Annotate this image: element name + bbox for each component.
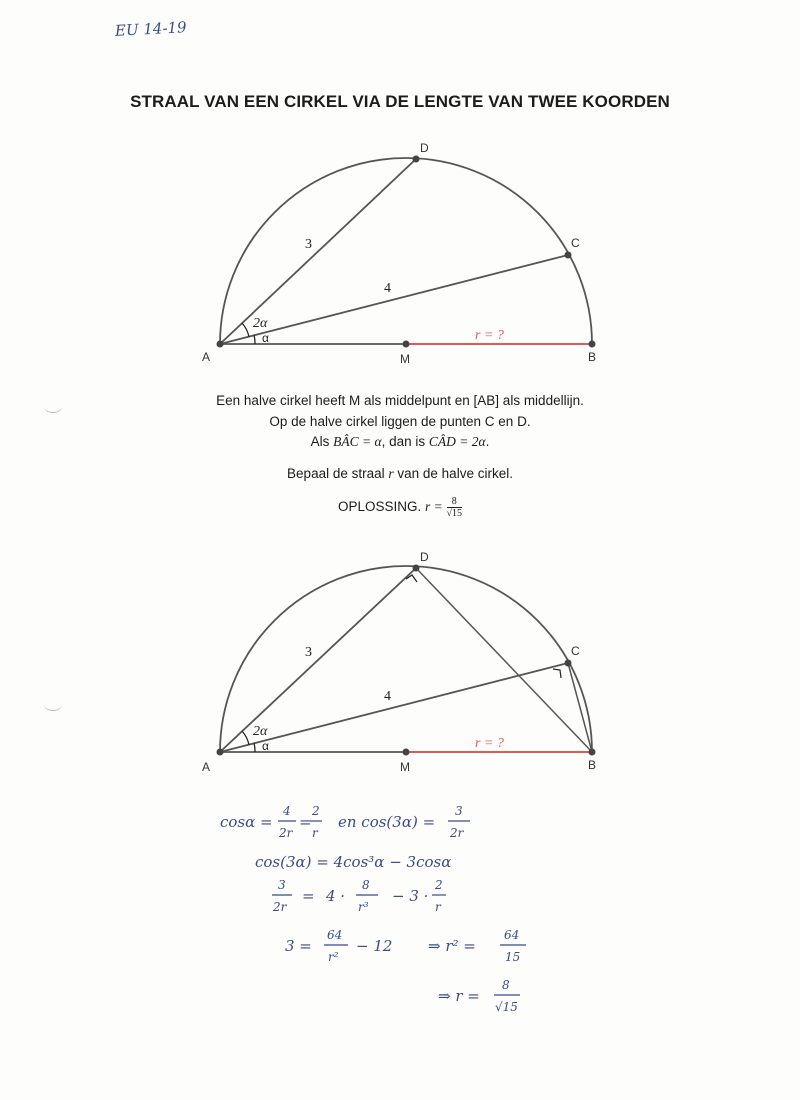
label-angle-alpha: α — [262, 739, 269, 753]
svg-text:3 =: 3 = — [285, 937, 312, 955]
chord-AC — [220, 663, 568, 752]
hw-cos-alpha: cosα = — [220, 813, 273, 831]
problem-line-4: Bepaal de straal r van de halve cirkel. — [287, 466, 513, 481]
label-chord-AC-length: 4 — [384, 281, 391, 296]
chord-AD — [220, 568, 416, 752]
point-A — [217, 749, 224, 756]
svg-text:=: = — [299, 813, 312, 831]
point-D — [413, 156, 420, 163]
svg-text:2: 2 — [312, 804, 320, 818]
svg-text:8: 8 — [502, 978, 510, 992]
label-chord-AC-length: 4 — [384, 689, 391, 704]
svg-text:r²: r² — [328, 950, 339, 964]
label-A: A — [202, 760, 211, 774]
svg-text:2: 2 — [435, 878, 443, 892]
solution-label: OPLOSSING. — [337, 499, 422, 515]
svg-text:⇒ r² =: ⇒ r² = — [428, 937, 476, 955]
label-angle-alpha: α — [262, 331, 269, 345]
label-chord-AD-length: 3 — [305, 237, 312, 252]
label-C: C — [571, 236, 580, 250]
svg-text:r: r — [312, 826, 318, 840]
svg-text:r³: r³ — [358, 900, 369, 914]
problem-line-1: Een halve cirkel heeft M als middelpunt en [AB] als middellijn. — [216, 393, 584, 408]
svg-text:r: r — [435, 900, 441, 914]
svg-text:4: 4 — [283, 804, 291, 818]
right-angle-mark-C — [553, 669, 561, 678]
svg-text:− 12: − 12 — [356, 937, 393, 955]
svg-text:4 ·: 4 · — [326, 887, 346, 905]
handwritten-reference: EU 14-19 — [114, 18, 188, 40]
svg-text:2r: 2r — [450, 826, 464, 840]
solution-line: OPLOSSING. r = $\frac{8}{√15}$ — [337, 496, 463, 519]
chord-AD — [220, 159, 416, 344]
point-M — [403, 749, 410, 756]
label-angle-2alpha: 2α — [253, 724, 268, 739]
angle-arc-alpha — [254, 743, 255, 752]
label-B: B — [588, 758, 597, 772]
semicircle-figure-2 — [0, 545, 800, 785]
svg-text:=: = — [302, 887, 315, 905]
point-M — [403, 341, 410, 348]
semicircle-arc — [220, 566, 592, 752]
svg-text:⇒ r =: ⇒ r = — [438, 987, 480, 1005]
svg-text:64: 64 — [504, 928, 520, 942]
handwritten-solution — [0, 795, 800, 1025]
point-C — [565, 252, 572, 259]
label-C: C — [571, 644, 580, 658]
label-D: D — [420, 550, 429, 564]
label-radius: r = ? — [475, 736, 504, 751]
angle-BAC: BÂC = α — [333, 434, 382, 449]
label-chord-AD-length: 3 — [305, 645, 312, 660]
svg-text:8: 8 — [362, 878, 370, 892]
problem-line-2: Op de halve cirkel liggen de punten C en D. — [269, 414, 531, 429]
label-D: D — [420, 141, 429, 155]
svg-text:√15: √15 — [495, 1000, 518, 1014]
point-B — [589, 341, 596, 348]
svg-text:2r: 2r — [279, 826, 293, 840]
semicircle-arc — [220, 158, 592, 344]
label-M: M — [400, 352, 410, 366]
solution-fraction: $\frac{8}{√15}$ — [446, 496, 463, 519]
svg-text:3: 3 — [278, 878, 286, 892]
label-M: M — [400, 760, 410, 774]
label-angle-2alpha: 2α — [253, 316, 268, 331]
point-B — [589, 749, 596, 756]
chord-DB — [416, 568, 592, 752]
label-radius: r = ? — [475, 328, 504, 343]
point-D — [413, 565, 420, 572]
chord-AC — [220, 255, 568, 344]
svg-text:15: 15 — [505, 950, 521, 964]
semicircle-figure-1 — [0, 135, 800, 375]
svg-text:2r: 2r — [273, 900, 287, 914]
hw-triple-angle-formula: cos(3α) = 4cos³α − 3cosα — [255, 853, 452, 871]
angle-arc-alpha — [254, 335, 255, 344]
point-C — [565, 660, 572, 667]
problem-line-3: Als BÂC = α, dan is CÂD = 2α. — [310, 434, 490, 449]
label-B: B — [588, 350, 597, 364]
angle-arc-2alpha — [242, 323, 249, 337]
svg-text:− 3 ·: − 3 · — [392, 887, 429, 905]
svg-text:en cos(3α) =: en cos(3α) = — [338, 813, 436, 831]
angle-CAD: CÂD = 2α — [428, 434, 486, 449]
label-A: A — [202, 350, 211, 364]
svg-text:3: 3 — [455, 804, 463, 818]
svg-text:64: 64 — [327, 928, 343, 942]
point-A — [217, 341, 224, 348]
angle-arc-2alpha — [242, 731, 249, 745]
page-title: STRAAL VAN EEN CIRKEL VIA DE LENGTE VAN TWEE KOORDEN — [130, 92, 670, 111]
